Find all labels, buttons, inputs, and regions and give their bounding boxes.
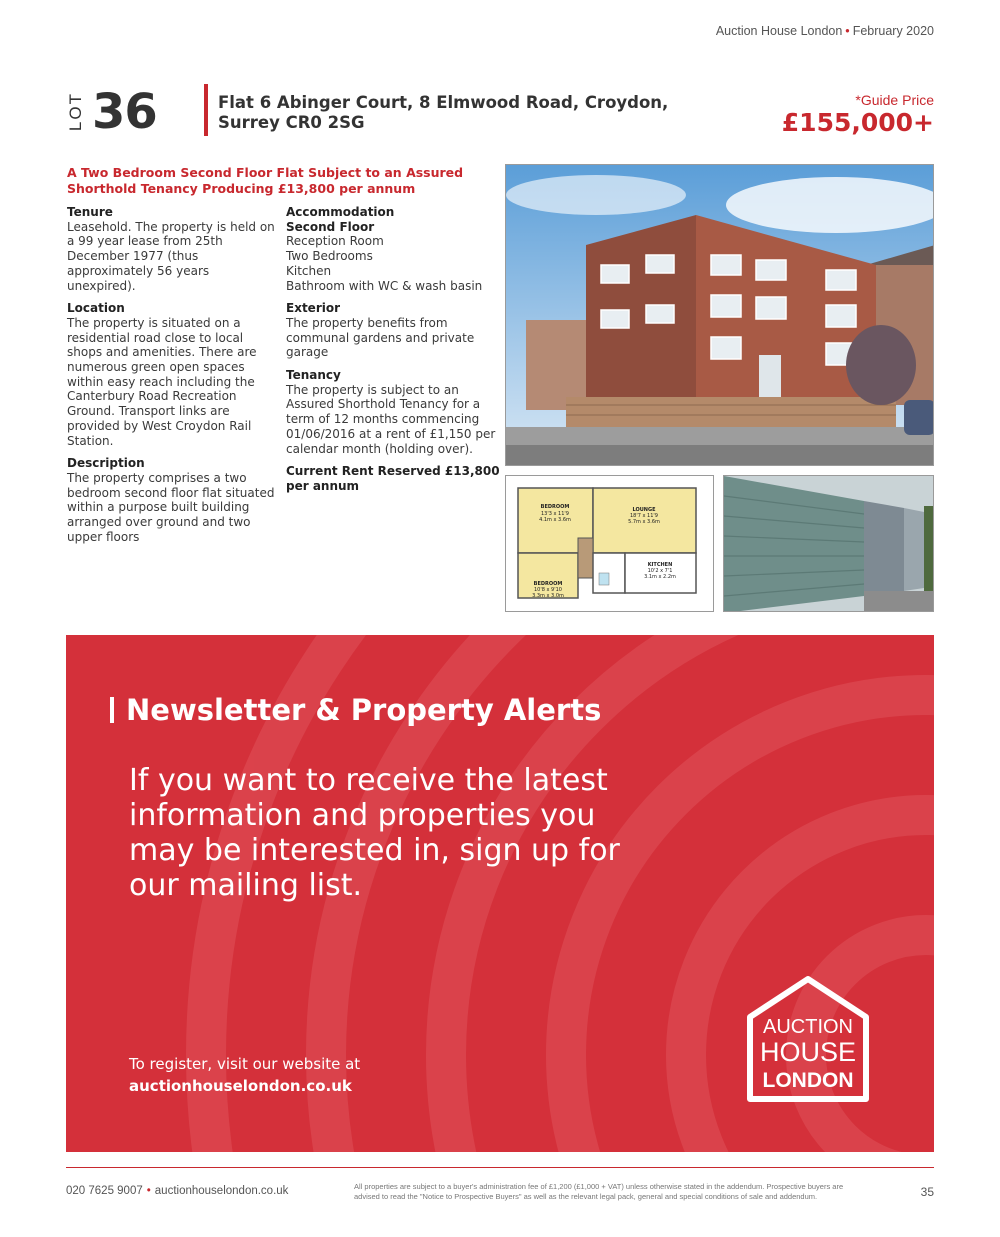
property-address: [218, 93, 668, 133]
details-left-column: [67, 205, 281, 552]
banner-body: If you want to receive the latest information and properties you may be interested in, sign up for our mailing list.: [129, 763, 620, 903]
lot-label: LOT: [66, 92, 85, 132]
accommodation-heading: Accommodation: [286, 205, 395, 219]
banner-title-text: Newsletter & Property Alerts: [126, 693, 602, 727]
issue-date: February 2020: [852, 24, 934, 38]
exterior-heading: Exterior: [286, 301, 341, 316]
guide-price-block: [782, 92, 934, 137]
floor-label: Second Floor: [286, 219, 375, 234]
plan-kitchen-name: KITCHEN: [647, 562, 673, 568]
details-right-column: [286, 205, 500, 494]
lot-block: [66, 82, 157, 142]
auction-house-logo: [742, 973, 874, 1107]
plan-bedroom1-metric: 4.1m x 3.6m: [539, 517, 571, 523]
lot-number: 36: [92, 84, 157, 140]
newsletter-banner: [66, 635, 934, 1152]
floor-plan: [505, 475, 714, 612]
tenure-text: Leasehold. The property is held on a 99 year lease from 25th December 1977 (thus approximately 56 years unexpired).: [67, 219, 275, 293]
location-text: The property is situated on a residential road close to local shops and amenities. There are numerous green open spaces within easy reach including the Canterbury Road Recreation Ground. Transport links are provided by West Croydon Rail Station.: [67, 315, 257, 448]
bullet-icon: •: [146, 1185, 151, 1197]
accommodation-item: Kitchen: [286, 263, 332, 278]
address-line-2: Surrey CR0 2SG: [218, 113, 365, 132]
plan-bedroom1-name: BEDROOM: [540, 504, 570, 510]
plan-bedroom1-imperial: 13'3 x 11'9: [541, 511, 569, 517]
plan-lounge-metric: 5.7m x 3.6m: [628, 519, 660, 525]
page-number: 35: [920, 1185, 934, 1199]
footer-contact: [66, 1185, 288, 1197]
accommodation-item: Bathroom with WC & wash basin: [286, 278, 483, 293]
plan-lounge-imperial: 18'7 x 11'9: [630, 513, 658, 519]
plan-lounge-name: LOUNGE: [632, 507, 656, 513]
plan-kitchen-imperial: 10'2 x 7'1: [647, 568, 673, 574]
current-rent: Current Rent Reserved £13,800 per annum: [286, 464, 500, 493]
plan-bedroom2-name: BEDROOM: [533, 581, 563, 587]
plan-bedroom2-imperial: 10'8 x 9'10: [534, 587, 562, 593]
description-text: The property comprises a two bedroom second floor flat situated within a purpose built building arranged over ground and two upper floors: [67, 470, 275, 544]
register-text: To register, visit our website at: [129, 1055, 361, 1073]
footer-website[interactable]: auctionhouselondon.co.uk: [154, 1185, 289, 1197]
accommodation-item: Two Bedrooms: [286, 249, 373, 264]
lot-divider: [204, 84, 208, 136]
accommodation-item: Reception Room: [286, 234, 384, 249]
register-link[interactable]: auctionhouselondon.co.uk: [129, 1077, 352, 1095]
address-line-1: Flat 6 Abinger Court, 8 Elmwood Road, Croydon,: [218, 93, 669, 112]
footer-disclaimer: All properties are subject to a buyer's administration fee of £1,200 (£1,000 + VAT) unless otherwise stated in the addendum. Prospective buyers are advised to read the "Notice to Prospective Buyers" as well as the relevant legal pack, general and special conditions of sale and addendum.: [354, 1182, 844, 1201]
property-photo: [505, 164, 934, 466]
bullet-icon: •: [845, 24, 850, 38]
plan-bedroom2-metric: 3.3m x 3.0m: [532, 593, 564, 599]
publication-name: Auction House London: [715, 24, 843, 38]
footer-divider: [66, 1167, 934, 1168]
location-heading: Location: [67, 301, 125, 316]
plan-kitchen-metric: 3.1m x 2.2m: [644, 574, 676, 580]
logo-line-1: AUCTION: [763, 1016, 853, 1038]
description-heading: Description: [67, 456, 145, 471]
garage-photo: [723, 475, 934, 612]
tenancy-heading: Tenancy: [286, 368, 341, 383]
guide-price-value: £155,000+: [781, 108, 934, 137]
tenancy-text: The property is subject to an Assured Shorthold Tenancy for a term of 12 months commencing 01/06/2016 at a rent of £1,150 per calendar month (holding over).: [286, 382, 496, 456]
title-bar: [110, 697, 114, 723]
register-block: [129, 1053, 360, 1097]
logo-line-3: LONDON: [762, 1069, 854, 1092]
guide-price-label: *Guide Price: [855, 92, 934, 108]
tenure-heading: Tenure: [67, 205, 113, 219]
property-headline: A Two Bedroom Second Floor Flat Subject to an Assured Shorthold Tenancy Producing £13,800 per annum: [67, 165, 464, 196]
logo-line-2: HOUSE: [759, 1037, 857, 1067]
exterior-text: The property benefits from communal gardens and private garage: [286, 315, 475, 360]
page-header: [716, 24, 934, 38]
banner-title: [110, 693, 601, 727]
footer-phone[interactable]: 020 7625 9007: [66, 1185, 143, 1197]
